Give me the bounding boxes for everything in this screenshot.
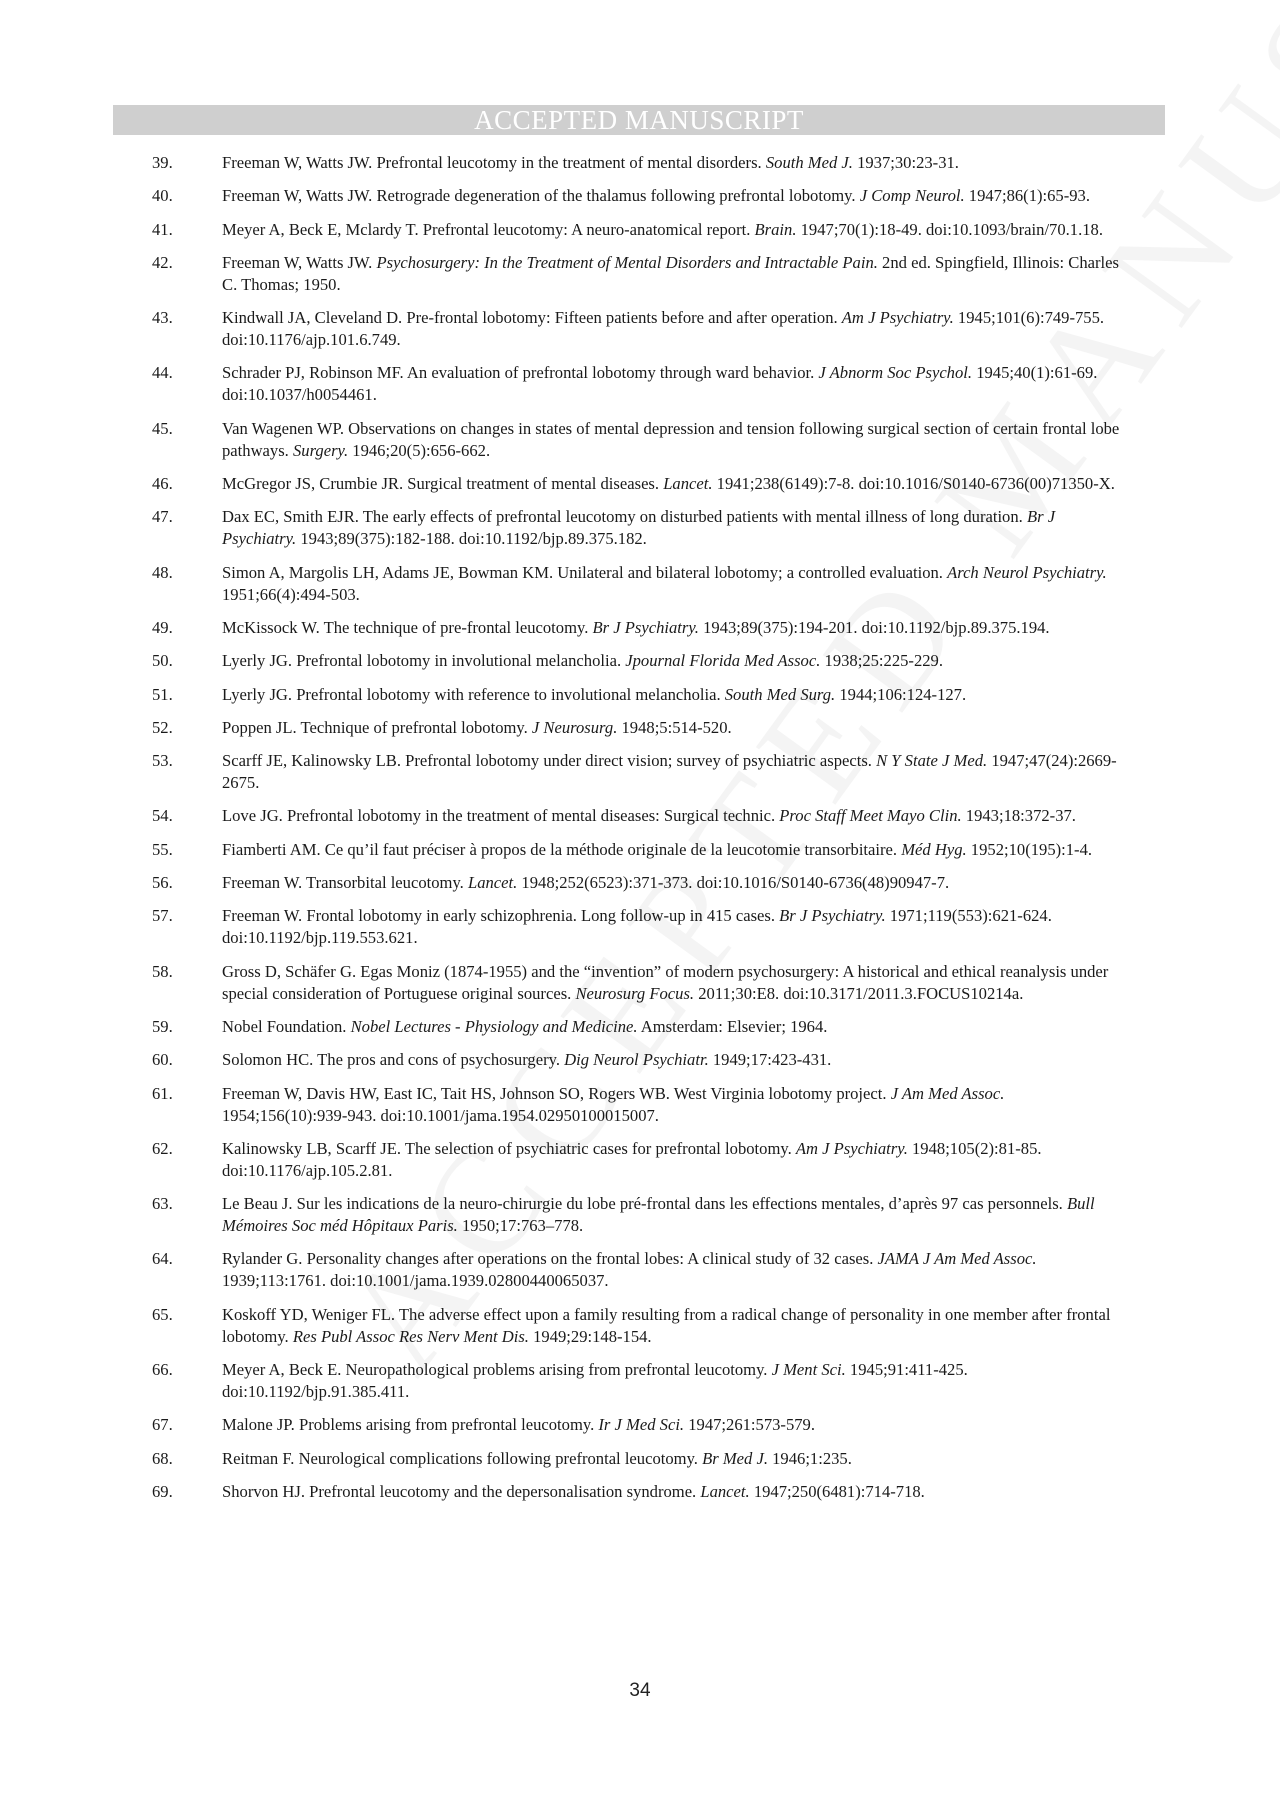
reference-segment: Le Beau J. Sur les indications de la neuro-chirurgie du lobe pré-frontal dans les effections mentales, d’après 97 cas personnels. — [222, 1194, 1067, 1214]
journal-title: South Med Surg. — [724, 684, 836, 704]
reference-number: 62. — [152, 1138, 173, 1158]
reference-number: 42. — [152, 252, 173, 272]
reference-text — [222, 1139, 1042, 1180]
journal-title: Am J Psychiatry. — [795, 1138, 908, 1158]
reference-segment: Freeman W. Transorbital leucotomy. — [222, 873, 468, 893]
reference-text — [222, 1249, 1037, 1290]
reference-number: 54. — [152, 806, 173, 826]
reference-segment: Simon A, Margolis LH, Adams JE, Bowman KM. Unilateral and bilateral lobotomy; a controlled evaluation. — [222, 562, 948, 582]
reference-item — [0, 1138, 1280, 1182]
reference-segment: Kalinowsky LB, Scarff JE. The selection of psychiatric cases for prefrontal lobotomy. — [222, 1138, 796, 1158]
reference-number: 44. — [152, 363, 173, 383]
reference-segment: Schrader PJ, Robinson MF. An evaluation of prefrontal lobotomy through ward behavior. — [222, 363, 819, 383]
reference-segment: Lyerly JG. Prefrontal lobotomy with reference to involutional melancholia. — [222, 684, 725, 704]
journal-title: Br J Psychiatry. — [779, 906, 886, 926]
reference-segment: 1971;119(553):621-624. doi:10.1192/bjp.119.553.621. — [222, 906, 1052, 948]
reference-number: 45. — [152, 418, 173, 438]
reference-number: 56. — [152, 873, 173, 893]
reference-text — [222, 1084, 1004, 1125]
reference-number: 53. — [152, 751, 173, 771]
reference-text — [222, 363, 1097, 404]
reference-segment: 1947;86(1):65-93. — [964, 186, 1090, 206]
reference-number: 47. — [152, 507, 173, 527]
reference-segment: Poppen JL. Technique of prefrontal lobotomy. — [222, 717, 532, 737]
reference-number: 63. — [152, 1194, 173, 1214]
reference-text — [222, 906, 1052, 947]
reference-text — [222, 1050, 831, 1069]
reference-segment: 1945;40(1):61-69. doi:10.1037/h0054461. — [222, 363, 1098, 405]
reference-segment: Scarff JE, Kalinowsky LB. Prefrontal lobotomy under direct vision; survey of psychiatric aspects. — [222, 751, 877, 771]
reference-item — [0, 252, 1280, 296]
reference-segment: Gross D, Schäfer G. Egas Moniz (1874-1955) and the “invention” of modern psychosurgery: A historical and ethical reanalysis under special consideration of Portuguese original sources. — [222, 961, 1109, 1003]
reference-item — [0, 717, 1280, 739]
reference-segment: 1946;20(5):656-662. — [348, 440, 491, 460]
reference-item — [0, 839, 1280, 861]
reference-text — [222, 474, 1115, 493]
journal-title: N Y State J Med. — [876, 751, 988, 771]
accepted-manuscript-banner: ACCEPTED MANUSCRIPT — [113, 105, 1165, 135]
reference-segment: Nobel Foundation. — [222, 1016, 351, 1036]
reference-text — [222, 1017, 827, 1036]
reference-item — [0, 219, 1280, 241]
reference-text — [222, 1482, 925, 1501]
journal-title: J Ment Sci. — [771, 1360, 846, 1380]
reference-segment: Amsterdam: Elsevier; 1964. — [637, 1016, 828, 1036]
reference-segment: Van Wagenen WP. Observations on changes in states of mental depression and tension following surgical section of certain frontal lobe pathways. — [222, 418, 1120, 460]
page-number: 34 — [629, 1680, 651, 1701]
reference-item — [0, 1016, 1280, 1038]
reference-number: 67. — [152, 1415, 173, 1435]
reference-item — [0, 506, 1280, 550]
reference-segment: Meyer A, Beck E, Mclardy T. Prefrontal leucotomy: A neuro-anatomical report. — [222, 219, 755, 239]
reference-segment: 1944;106:124-127. — [835, 684, 967, 704]
reference-segment: McGregor JS, Crumbie JR. Surgical treatment of mental diseases. — [222, 474, 664, 494]
journal-title: Lancet. — [467, 873, 518, 893]
reference-item — [0, 1359, 1280, 1403]
reference-segment: 1948;105(2):81-85. doi:10.1176/ajp.105.2.81. — [222, 1138, 1042, 1180]
reference-number: 69. — [152, 1481, 173, 1501]
journal-title: Br J Psychiatry. — [222, 507, 1056, 549]
reference-segment: Lyerly JG. Prefrontal lobotomy in involutional melancholia. — [222, 651, 626, 671]
reference-segment: Reitman F. Neurological complications following prefrontal leucotomy. — [222, 1448, 703, 1468]
reference-text — [222, 507, 1055, 548]
reference-item — [0, 1193, 1280, 1237]
journal-title: Surgery. — [292, 440, 349, 460]
reference-segment: Shorvon HJ. Prefrontal leucotomy and the depersonalisation syndrome. — [222, 1481, 701, 1501]
reference-segment: Freeman W, Watts JW. Retrograde degeneration of the thalamus following prefrontal lobotomy. — [222, 186, 860, 206]
journal-title: Proc Staff Meet Mayo Clin. — [779, 806, 962, 826]
reference-text — [222, 220, 1103, 239]
reference-segment: 1947;47(24):2669-2675. — [222, 751, 1117, 793]
reference-text — [222, 840, 1092, 859]
reference-item — [0, 805, 1280, 827]
reference-number: 50. — [152, 651, 173, 671]
reference-number: 66. — [152, 1360, 173, 1380]
journal-title: Res Publ Assoc Res Nerv Ment Dis. — [292, 1326, 529, 1346]
reference-list — [0, 152, 1280, 1514]
journal-title: Nobel Lectures - Physiology and Medicine. — [350, 1016, 638, 1036]
reference-text — [222, 1194, 1095, 1235]
reference-number: 58. — [152, 961, 173, 981]
reference-number: 57. — [152, 906, 173, 926]
reference-segment: 1946;1:235. — [767, 1448, 852, 1468]
reference-text — [222, 618, 1050, 637]
journal-title: South Med J. — [765, 153, 853, 172]
reference-text — [222, 1360, 968, 1401]
reference-item — [0, 1304, 1280, 1348]
journal-title: Psychosurgery: In the Treatment of Mental Disorders and Intractable Pain. — [376, 252, 878, 272]
reference-item — [0, 1049, 1280, 1071]
journal-title: Bull Mémoires Soc méd Hôpitaux Paris. — [222, 1194, 1095, 1236]
reference-item — [0, 1448, 1280, 1470]
reference-text — [222, 308, 1104, 349]
reference-segment: Rylander G. Personality changes after operations on the frontal lobes: A clinical study of 32 cases. — [222, 1249, 878, 1269]
journal-title: Arch Neurol Psychiatry. — [947, 562, 1107, 582]
journal-title: Lancet. — [663, 474, 713, 494]
reference-segment: 1954;156(10):939-943. doi:10.1001/jama.1954.02950100015007. — [222, 1105, 659, 1125]
reference-segment: 1950;17:763–778. — [457, 1216, 584, 1236]
journal-title: JAMA J Am Med Assoc. — [877, 1249, 1037, 1269]
reference-text — [222, 718, 732, 737]
reference-segment: Freeman W, Davis HW, East IC, Tait HS, Johnson SO, Rogers WB. West Virginia lobotomy project. — [222, 1083, 891, 1103]
reference-item — [0, 418, 1280, 462]
reference-text — [222, 873, 949, 892]
reference-number: 68. — [152, 1448, 173, 1468]
reference-item — [0, 362, 1280, 406]
reference-text — [222, 153, 959, 172]
reference-segment: 1951;66(4):494-503. — [222, 584, 360, 604]
reference-number: 52. — [152, 717, 173, 737]
reference-segment: Kindwall JA, Cleveland D. Pre-frontal lobotomy: Fifteen patients before and after operation. — [222, 308, 842, 328]
journal-title: J Neurosurg. — [531, 717, 618, 737]
reference-number: 40. — [152, 186, 173, 206]
journal-title: Br J Psychiatry. — [592, 617, 699, 637]
reference-number: 39. — [152, 153, 173, 172]
reference-number: 59. — [152, 1016, 173, 1036]
reference-segment: 1941;238(6149):7-8. doi:10.1016/S0140-6736(00)71350-X. — [712, 474, 1115, 494]
reference-text — [222, 962, 1108, 1003]
reference-segment: Freeman W, Watts JW. — [222, 252, 377, 272]
reference-segment: Meyer A, Beck E. Neuropathological problems arising from prefrontal leucotomy. — [222, 1360, 772, 1380]
reference-segment: 1943;89(375):194-201. doi:10.1192/bjp.89.375.194. — [698, 617, 1050, 637]
reference-text — [222, 419, 1119, 460]
reference-item — [0, 307, 1280, 351]
reference-segment: Dax EC, Smith EJR. The early effects of prefrontal leucotomy on disturbed patients with mental illness of long duration. — [222, 507, 1027, 527]
reference-number: 60. — [152, 1050, 173, 1070]
reference-segment: 1939;113:1761. doi:10.1001/jama.1939.02800440065037. — [222, 1271, 609, 1291]
reference-text — [222, 685, 966, 704]
reference-segment: Freeman W. Frontal lobotomy in early schizophrenia. Long follow-up in 415 cases. — [222, 906, 780, 926]
journal-title: J Am Med Assoc. — [890, 1083, 1005, 1103]
reference-number: 48. — [152, 562, 173, 582]
reference-text — [222, 186, 1090, 205]
reference-segment: 1947;250(6481):714-718. — [749, 1481, 925, 1501]
reference-item — [0, 1248, 1280, 1292]
reference-number: 46. — [152, 474, 173, 494]
reference-item — [0, 1481, 1280, 1503]
reference-segment: Malone JP. Problems arising from prefrontal leucotomy. — [222, 1415, 599, 1435]
reference-segment: 1952;10(195):1-4. — [966, 839, 1093, 859]
reference-number: 55. — [152, 839, 173, 859]
journal-title: J Comp Neurol. — [859, 186, 965, 206]
reference-text — [222, 806, 1076, 825]
journal-title: Brain. — [754, 219, 797, 239]
reference-text — [222, 253, 1119, 294]
reference-segment: 2011;30:E8. doi:10.3171/2011.3.FOCUS10214a. — [694, 983, 1024, 1003]
reference-item — [0, 750, 1280, 794]
reference-segment: 1947;70(1):18-49. doi:10.1093/brain/70.1.18. — [796, 219, 1103, 239]
reference-segment: Freeman W, Watts JW. Prefrontal leucotomy in the treatment of mental disorders. — [222, 153, 766, 172]
reference-item — [0, 684, 1280, 706]
reference-item — [0, 650, 1280, 672]
reference-segment: 1947;261:573-579. — [684, 1415, 815, 1435]
reference-segment: 1938;25:225-229. — [820, 651, 943, 671]
journal-title: J Abnorm Soc Psychol. — [818, 363, 973, 383]
reference-segment: 1945;101(6):749-755. doi:10.1176/ajp.101.6.749. — [222, 308, 1105, 350]
journal-title: Méd Hyg. — [901, 839, 967, 859]
journal-title: Neurosurg Focus. — [575, 983, 695, 1003]
reference-item — [0, 905, 1280, 949]
reference-segment: 1945;91:411-425. doi:10.1192/bjp.91.385.411. — [222, 1360, 968, 1402]
reference-item — [0, 1414, 1280, 1436]
reference-number: 64. — [152, 1249, 173, 1269]
reference-text — [222, 563, 1107, 604]
reference-segment: 1948;5:514-520. — [617, 717, 732, 737]
reference-number: 41. — [152, 219, 173, 239]
reference-item — [0, 1083, 1280, 1127]
reference-number: 65. — [152, 1304, 173, 1324]
reference-segment: McKissock W. The technique of pre-frontal leucotomy. — [222, 617, 593, 637]
reference-item — [0, 185, 1280, 207]
reference-segment: 1943;18:372-37. — [961, 806, 1076, 826]
reference-segment: 1949;17:423-431. — [708, 1050, 832, 1070]
journal-title: Am J Psychiatry. — [841, 308, 954, 328]
reference-number: 61. — [152, 1083, 173, 1103]
reference-text — [222, 1449, 852, 1468]
journal-title: Br Med J. — [702, 1448, 768, 1468]
journal-title: Dig Neurol Psychiatr. — [564, 1050, 709, 1070]
reference-text — [222, 651, 943, 670]
reference-segment: 1937;30:23-31. — [852, 153, 959, 172]
reference-segment: Love JG. Prefrontal lobotomy in the treatment of mental diseases: Surgical technic. — [222, 806, 780, 826]
reference-text — [222, 751, 1117, 792]
reference-number: 51. — [152, 684, 173, 704]
journal-title: Jpournal Florida Med Assoc. — [625, 651, 821, 671]
reference-item — [0, 152, 1280, 174]
reference-item — [0, 617, 1280, 639]
reference-segment: 2nd ed. Spingfield, Illinois: Charles C. Thomas; 1950. — [222, 252, 1119, 294]
reference-segment: 1949;29:148-154. — [528, 1326, 652, 1346]
reference-item — [0, 473, 1280, 495]
reference-segment: Koskoff YD, Weniger FL. The adverse effect upon a family resulting from a radical change of personality in one member after frontal lobotomy. — [222, 1304, 1111, 1346]
reference-item — [0, 562, 1280, 606]
reference-segment: Fiamberti AM. Ce qu’il faut préciser à propos de la méthode originale de la leucotomie transorbitaire. — [222, 839, 902, 859]
reference-item — [0, 872, 1280, 894]
reference-text — [222, 1415, 815, 1434]
reference-number: 43. — [152, 308, 173, 328]
reference-segment: Solomon HC. The pros and cons of psychosurgery. — [222, 1050, 565, 1070]
journal-title: Ir J Med Sci. — [598, 1415, 685, 1435]
reference-segment: 1948;252(6523):371-373. doi:10.1016/S0140-6736(48)90947-7. — [517, 873, 950, 893]
reference-segment: 1943;89(375):182-188. doi:10.1192/bjp.89.375.182. — [296, 529, 647, 549]
reference-number: 49. — [152, 617, 173, 637]
reference-item — [0, 961, 1280, 1005]
reference-text — [222, 1305, 1110, 1346]
journal-title: Lancet. — [700, 1481, 750, 1501]
